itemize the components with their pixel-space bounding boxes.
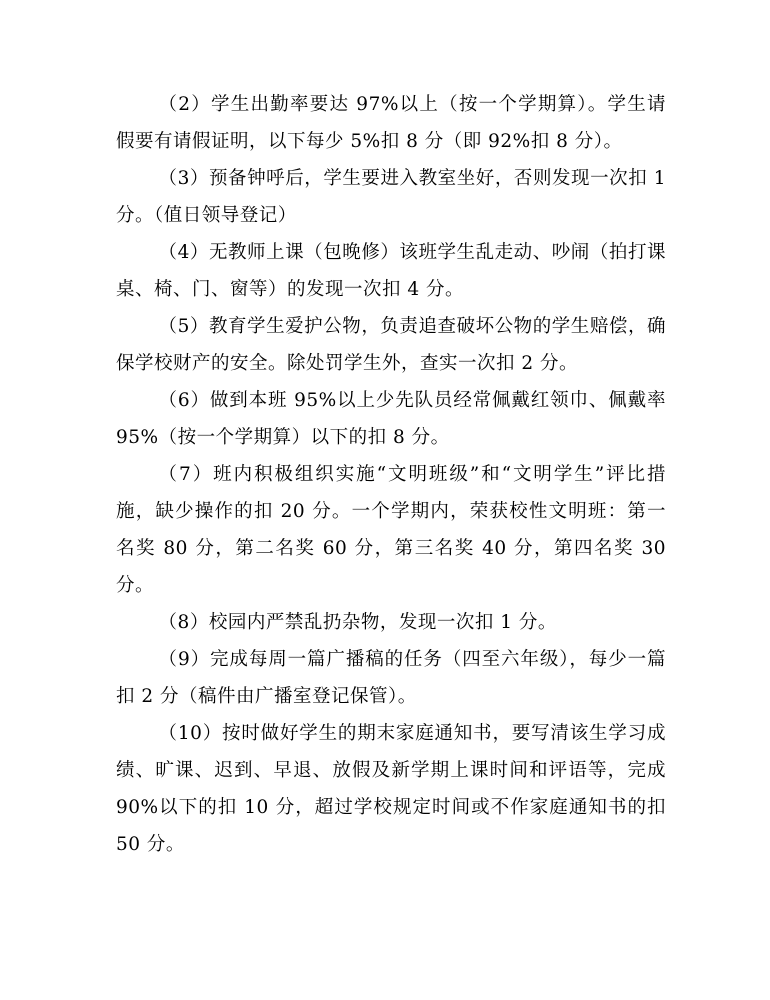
paragraph-item-4: （4）无教师上课（包晚修）该班学生乱走动、吵闹（拍打课桌、椅、门、窗等）的发现一次扣 4 分。 xyxy=(116,242,666,300)
document-body xyxy=(116,86,666,863)
paragraph-item-6: （6）做到本班 95%以上少先队员经常佩戴红领巾、佩戴率 95%（按一个学期算）以下的扣 8 分。 xyxy=(116,390,666,448)
paragraph-item-9: （9）完成每周一篇广播稿的任务（四至六年级），每少一篇扣 2 分（稿件由广播室登记保管）。 xyxy=(116,649,666,707)
paragraph-item-8: （8）校园内严禁乱扔杂物，发现一次扣 1 分。 xyxy=(158,612,557,633)
paragraph-item-5: （5）教育学生爱护公物，负责追查破坏公物的学生赔偿，确保学校财产的安全。除处罚学生外，查实一次扣 2 分。 xyxy=(116,316,666,374)
paragraph-item-3: （3）预备钟呼后，学生要进入教室坐好，否则发现一次扣 1 分。（值日领导登记） xyxy=(116,168,666,226)
paragraph-item-2: （2）学生出勤率要达 97%以上（按一个学期算）。学生请假要有请假证明，以下每少 5%扣 8 分（即 92%扣 8 分）。 xyxy=(116,94,666,152)
paragraph-item-10: （10）按时做好学生的期末家庭通知书，要写清该生学习成绩、旷课、迟到、早退、放假及新学期上课时间和评语等，完成 90%以下的扣 10 分，超过学校规定时间或不作家庭通知书的扣 50 分。 xyxy=(116,723,666,855)
paragraph-item-7: （7）班内积极组织实施“文明班级”和“文明学生”评比措施，缺少操作的扣 20 分。一个学期内，荣获校性文明班：第一名奖 80 分，第二名奖 60 分，第三名奖 40 分，第四名奖 30 分。 xyxy=(116,464,666,596)
